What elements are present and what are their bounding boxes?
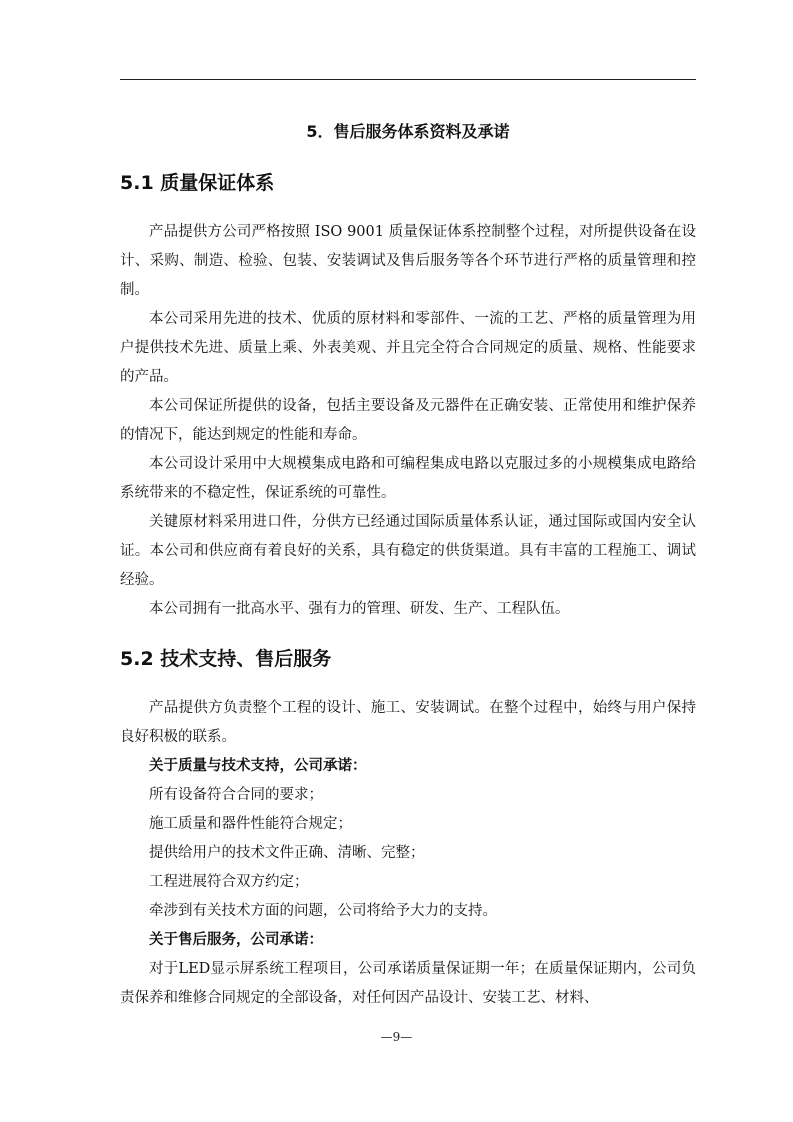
paragraph: 本公司拥有一批高水平、强有力的管理、研发、生产、工程队伍。 <box>149 601 570 617</box>
header-rule <box>120 79 696 80</box>
paragraph: 本公司保证所提供的设备，包括主要设备及元器件在正确安装、正常使用和维护保养的情况下，能达到规定的性能和寿命。 <box>120 398 696 443</box>
list-item: 牵涉到有关技术方面的问题，公司将给予大力的支持。 <box>149 903 497 919</box>
service-heading: 关于售后服务，公司承诺： <box>149 932 323 948</box>
paragraph: 本公司采用先进的技术、优质的原材料和零部件、一流的工艺、严格的质量管理为用户提供技术先进、质量上乘、外表美观、并且完全符合合同规定的质量、规格、性能要求的产品。 <box>120 311 696 385</box>
document-body <box>120 118 696 1013</box>
list-item: 工程进展符合双方约定； <box>149 874 309 890</box>
paragraph: 关键原材料采用进口件，分供方已经通过国际质量体系认证，通过国际或国内安全认证。本公司和供应商有着良好的关系，具有稳定的供货渠道。具有丰富的工程施工、调试经验。 <box>120 514 696 588</box>
chapter-title: 5．售后服务体系资料及承诺 <box>306 122 510 141</box>
paragraph: 对于LED显示屏系统工程项目，公司承诺质量保证期一年；在质量保证期内，公司负责保养和维修合同规定的全部设备，对任何因产品设计、安装工艺、材料、 <box>120 961 696 1006</box>
section-title-5-2: 5.2 技术支持、售后服务 <box>120 648 332 670</box>
paragraph: 产品提供方负责整个工程的设计、施工、安装调试。在整个过程中，始终与用户保持良好积极的联系。 <box>120 700 696 745</box>
paragraph: 本公司设计采用中大规模集成电路和可编程集成电路以克服过多的小规模集成电路给系统带来的不稳定性，保证系统的可靠性。 <box>120 456 696 501</box>
list-item: 提供给用户的技术文件正确、清晰、完整； <box>149 845 425 861</box>
page-number: —9— <box>380 1030 413 1044</box>
list-item: 施工质量和器件性能符合规定； <box>149 816 352 832</box>
quality-heading: 关于质量与技术支持，公司承诺： <box>149 758 367 774</box>
section-title-5-1: 5.1 质量保证体系 <box>120 172 275 194</box>
paragraph: 产品提供方公司严格按照 ISO 9001 质量保证体系控制整个过程，对所提供设备在设计、采购、制造、检验、包装、安装调试及售后服务等各个环节进行严格的质量管理和控制。 <box>120 224 696 298</box>
list-item: 所有设备符合合同的要求； <box>149 787 323 803</box>
